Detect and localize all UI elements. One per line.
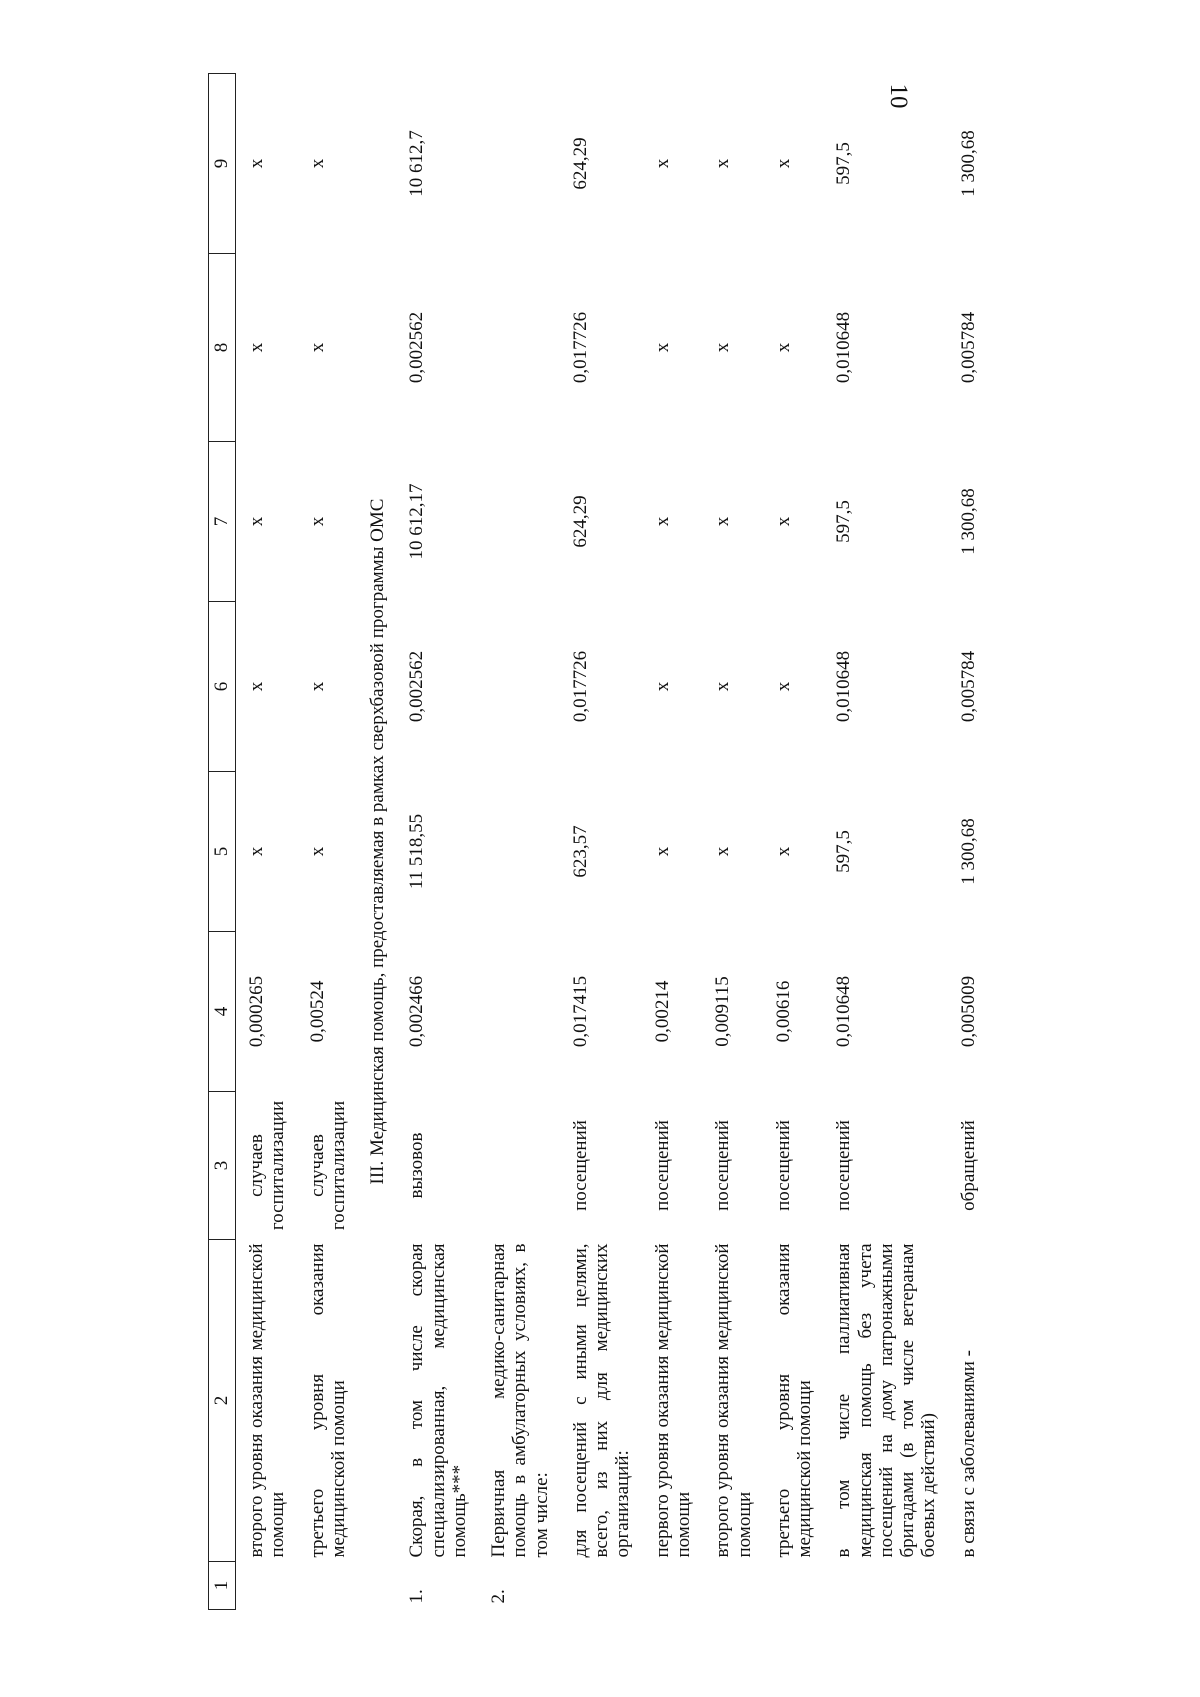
unit-cell: посещений: [833, 1120, 855, 1211]
unit-cell: посещений: [772, 1120, 794, 1211]
table-row: [948, 74, 987, 1610]
value-cell-col6: 0,002562: [406, 650, 428, 723]
value-cell-col8: 0,005784: [957, 311, 979, 384]
value-cell-col8: [478, 254, 560, 442]
service-name-cell: для посещений с иными целями, всего, из них для медицинских организаций:: [569, 1243, 634, 1558]
value-cell-col6: [478, 602, 560, 772]
value-cell-col7: [478, 442, 560, 602]
value-cell-col5: [478, 772, 560, 932]
column-header: 1: [209, 1562, 236, 1610]
column-header: 7: [209, 442, 236, 602]
row-number-cell: [236, 1562, 297, 1610]
column-header: 2: [209, 1240, 236, 1562]
service-name-cell: третьего уровня оказания медицинской помощи: [772, 1243, 816, 1558]
section-heading: III. Медицинская помощь, предоставляемая в рамках сверхбазовой программы ОМС: [367, 498, 389, 1185]
value-cell-col4: 0,002466: [406, 975, 428, 1048]
value-cell-col8: х: [651, 342, 673, 353]
value-cell-col7: х: [306, 516, 328, 527]
column-header: 5: [209, 772, 236, 932]
value-cell-col7: х: [246, 516, 267, 527]
value-cell-col4: 0,000265: [246, 975, 267, 1048]
row-number-cell: [823, 1562, 947, 1610]
value-cell-col6: х: [306, 681, 328, 692]
row-number-cell: [702, 1562, 763, 1610]
value-cell-col9: 624,29: [569, 137, 591, 190]
value-cell-col8: х: [306, 342, 328, 353]
value-cell-col9: х: [651, 158, 673, 169]
table-row: [823, 74, 947, 1610]
value-cell-col9: х: [306, 158, 328, 169]
row-number-cell: [948, 1562, 987, 1610]
section-heading-row: [357, 74, 396, 1610]
value-cell-col8: х: [712, 342, 734, 353]
service-name-cell: третьего уровня оказания медицинской помощи: [306, 1243, 349, 1558]
value-cell-col4: 0,00616: [772, 980, 794, 1043]
value-cell-col5: х: [772, 846, 794, 857]
value-cell-col8: 0,017726: [569, 311, 591, 384]
value-cell-col9: х: [246, 158, 267, 169]
service-name-cell: Первичная медико-санитарная помощь в амбулаторных условиях, в том числе:: [488, 1243, 552, 1558]
row-number-cell: [560, 1562, 642, 1610]
value-cell-col4: [478, 932, 560, 1092]
value-cell-col5: х: [306, 846, 328, 857]
unit-cell: обращений: [957, 1120, 979, 1211]
value-cell-col4: 0,00524: [306, 980, 328, 1043]
service-name-cell: в связи с заболеваниями -: [957, 1350, 979, 1558]
value-cell-col9: х: [712, 158, 734, 169]
value-cell-col8: 0,002562: [406, 311, 428, 384]
value-cell-col9: [478, 74, 560, 254]
table-row: [236, 74, 297, 1610]
value-cell-col5: 597,5: [833, 830, 855, 873]
value-cell-col4: 0,010648: [833, 975, 855, 1048]
value-cell-col6: х: [772, 681, 794, 692]
unit-cell: случаев госпитализации: [306, 1100, 349, 1231]
row-number-cell: [297, 1562, 358, 1610]
value-cell-col5: х: [651, 846, 673, 857]
service-name-cell: второго уровня оказания медицинской помощи: [712, 1243, 755, 1558]
value-cell-col6: х: [712, 681, 734, 692]
unit-cell: посещений: [712, 1120, 734, 1211]
value-cell-col4: 0,009115: [712, 976, 734, 1047]
value-cell-col6: 0,010648: [833, 650, 855, 723]
table-body: [236, 74, 987, 1610]
value-cell-col6: х: [246, 681, 267, 692]
table-row: [560, 74, 642, 1610]
row-number-cell: [642, 1562, 703, 1610]
value-cell-col7: 1 300,68: [957, 488, 979, 555]
table-row: [642, 74, 703, 1610]
value-cell-col7: х: [772, 516, 794, 527]
value-cell-col5: 11 518,55: [406, 813, 428, 890]
value-cell-col5: х: [246, 846, 267, 857]
table-row: [478, 74, 560, 1610]
value-cell-col8: х: [772, 342, 794, 353]
value-cell-col7: 597,5: [833, 500, 855, 543]
value-cell-col6: 0,017726: [569, 650, 591, 723]
value-cell-col7: 10 612,17: [406, 483, 428, 560]
value-cell-col7: х: [712, 516, 734, 527]
service-name-cell: Скорая, в том числе скорая специализированная, медицинская помощь***: [406, 1243, 470, 1558]
value-cell-col4: 0,017415: [569, 975, 591, 1048]
value-cell-col5: 1 300,68: [957, 818, 979, 885]
value-cell-col9: 10 612,7: [406, 130, 428, 197]
unit-cell: [478, 1092, 560, 1240]
page-number: 10: [885, 83, 912, 109]
value-cell-col6: х: [651, 681, 673, 692]
table-row: [702, 74, 763, 1610]
table-row: [396, 74, 478, 1610]
column-header: 3: [209, 1092, 236, 1240]
value-cell-col9: 1 300,68: [957, 130, 979, 197]
value-cell-col7: х: [651, 516, 673, 527]
rotated-table-container: [208, 74, 1078, 1610]
data-table: [208, 73, 987, 1610]
column-number-header-row: [209, 74, 236, 1610]
service-name-cell: в том числе паллиативная медицинская помощь без учета посещений на дому патронажными бригадами (в том числе ветеранам боевых действий): [833, 1243, 940, 1558]
value-cell-col5: х: [712, 846, 734, 857]
table-row: [763, 74, 824, 1610]
unit-cell: посещений: [569, 1120, 591, 1211]
service-name-cell: первого уровня оказания медицинской помощи: [651, 1243, 694, 1558]
column-header: 4: [209, 932, 236, 1092]
value-cell-col4: 0,005009: [957, 975, 979, 1048]
row-number-cell: 1.: [406, 1589, 428, 1604]
column-header: 8: [209, 254, 236, 442]
row-number-cell: 2.: [488, 1589, 510, 1604]
column-header: 9: [209, 74, 236, 254]
value-cell-col7: 624,29: [569, 495, 591, 548]
column-header: 6: [209, 602, 236, 772]
value-cell-col8: 0,010648: [833, 311, 855, 384]
value-cell-col9: х: [772, 158, 794, 169]
unit-cell: посещений: [651, 1120, 673, 1211]
service-name-cell: второго уровня оказания медицинской помощи: [246, 1243, 289, 1558]
unit-cell: вызовов: [406, 1132, 428, 1199]
unit-cell: случаев госпитализации: [246, 1100, 289, 1231]
value-cell-col4: 0,00214: [651, 980, 673, 1043]
value-cell-col6: 0,005784: [957, 650, 979, 723]
value-cell-col5: 623,57: [569, 825, 591, 878]
value-cell-col9: 597,5: [833, 142, 855, 185]
table-row: [297, 74, 358, 1610]
value-cell-col8: х: [246, 342, 267, 353]
row-number-cell: [763, 1562, 824, 1610]
